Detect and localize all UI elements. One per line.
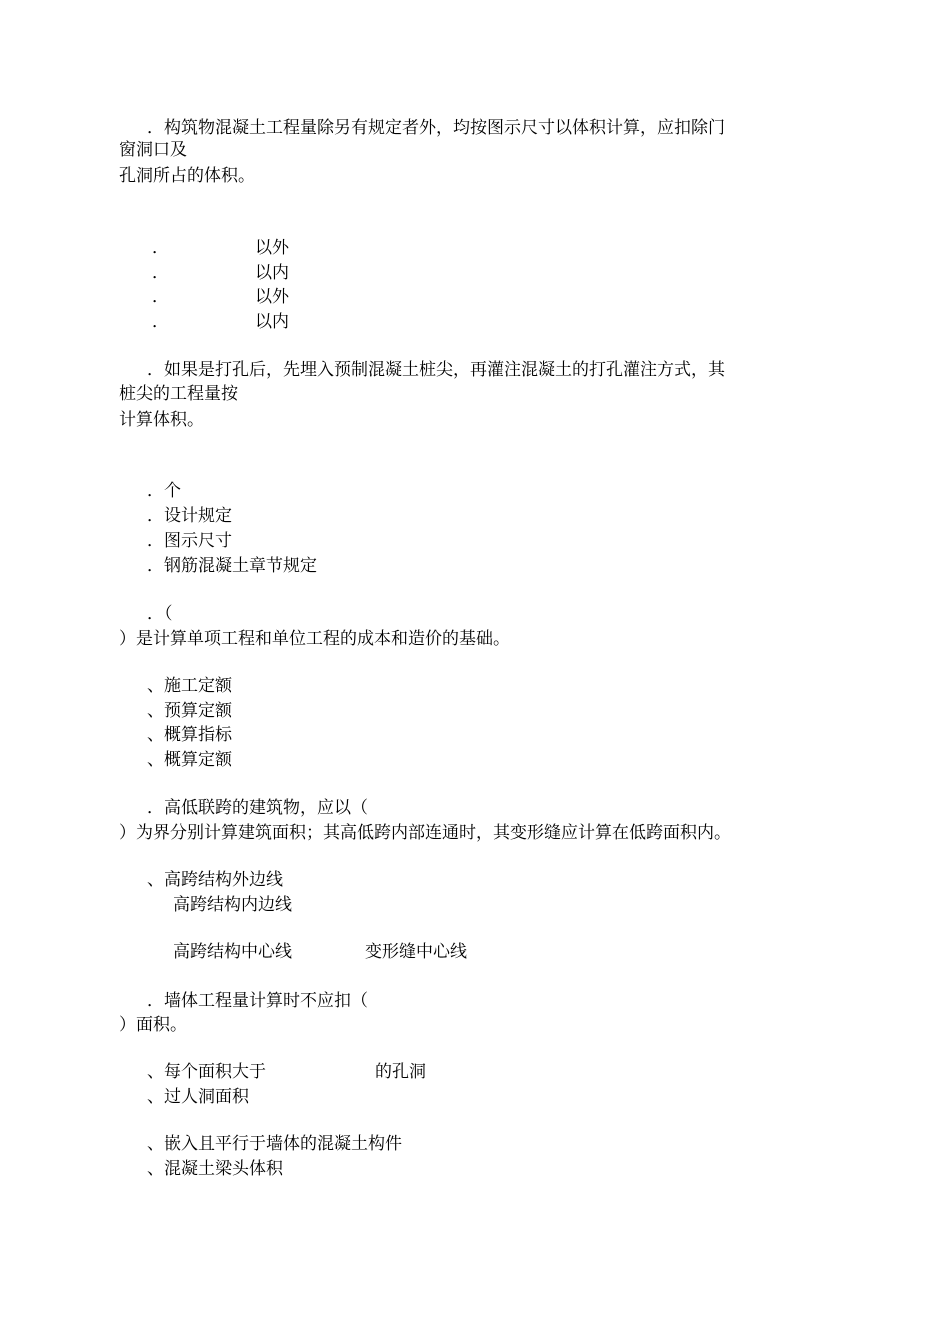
- question-4-stem-line-1: ．高低联跨的建筑物，应以（: [147, 798, 368, 818]
- question-5-option-b: 、过人洞面积: [147, 1087, 249, 1107]
- question-2-stem-line-2: 桩尖的工程量按: [119, 384, 238, 404]
- question-3-option-a: 、施工定额: [147, 676, 232, 696]
- question-1-option-a: 以外: [255, 238, 289, 258]
- question-2-option-d: ．钢筋混凝土章节规定: [147, 556, 317, 576]
- question-2-stem-line-1: ．如果是打孔后，先埋入预制混凝土桩尖，再灌注混凝土的打孔灌注方式，其: [147, 360, 725, 380]
- question-4-option-b: 高跨结构内边线: [173, 895, 292, 915]
- question-2-option-a: ．个: [147, 481, 181, 501]
- question-5-stem-line-1: ．墙体工程量计算时不应扣（: [147, 991, 368, 1011]
- question-1-stem-line-1: ．构筑物混凝土工程量除另有规定者外，均按图示尺寸以体积计算，应扣除门: [147, 118, 725, 138]
- question-1-option-c: 以外: [255, 287, 289, 307]
- question-4-stem-line-2: ）为界分别计算建筑面积；其高低跨内部连通时，其变形缝应计算在低跨面积内。: [119, 823, 731, 843]
- question-4-option-c: 高跨结构中心线: [173, 942, 292, 962]
- question-5-option-a: 、每个面积大于: [147, 1062, 266, 1082]
- question-1-stem-line-3: 孔洞所占的体积。: [119, 166, 255, 186]
- question-5-stem-line-2: ）面积。: [119, 1015, 187, 1035]
- question-3-stem-line-2: ）是计算单项工程和单位工程的成本和造价的基础。: [119, 629, 510, 649]
- question-4-option-d: 变形缝中心线: [365, 942, 467, 962]
- question-3-option-c: 、概算指标: [147, 725, 232, 745]
- question-3-stem-line-1: ．（: [147, 604, 173, 624]
- question-1-option-b: 以内: [255, 263, 289, 283]
- question-2-option-b: ．设计规定: [147, 506, 232, 526]
- question-1-option-d-marker: ．: [152, 312, 169, 332]
- question-5-option-a-suffix: 的孔洞: [375, 1062, 426, 1082]
- question-1-option-a-marker: ．: [152, 238, 169, 258]
- question-1-option-c-marker: ．: [152, 287, 169, 307]
- question-1-stem-line-2: 窗洞口及: [119, 140, 187, 160]
- question-2-option-c: ．图示尺寸: [147, 531, 232, 551]
- question-5-option-c: 、嵌入且平行于墙体的混凝土构件: [147, 1134, 402, 1154]
- question-1-option-d: 以内: [255, 312, 289, 332]
- question-1-option-b-marker: ．: [152, 263, 169, 283]
- question-4-option-a: 、高跨结构外边线: [147, 870, 283, 890]
- question-3-option-b: 、预算定额: [147, 701, 232, 721]
- question-5-option-d: 、混凝土梁头体积: [147, 1159, 283, 1179]
- question-2-stem-line-3: 计算体积。: [119, 410, 204, 430]
- question-3-option-d: 、概算定额: [147, 750, 232, 770]
